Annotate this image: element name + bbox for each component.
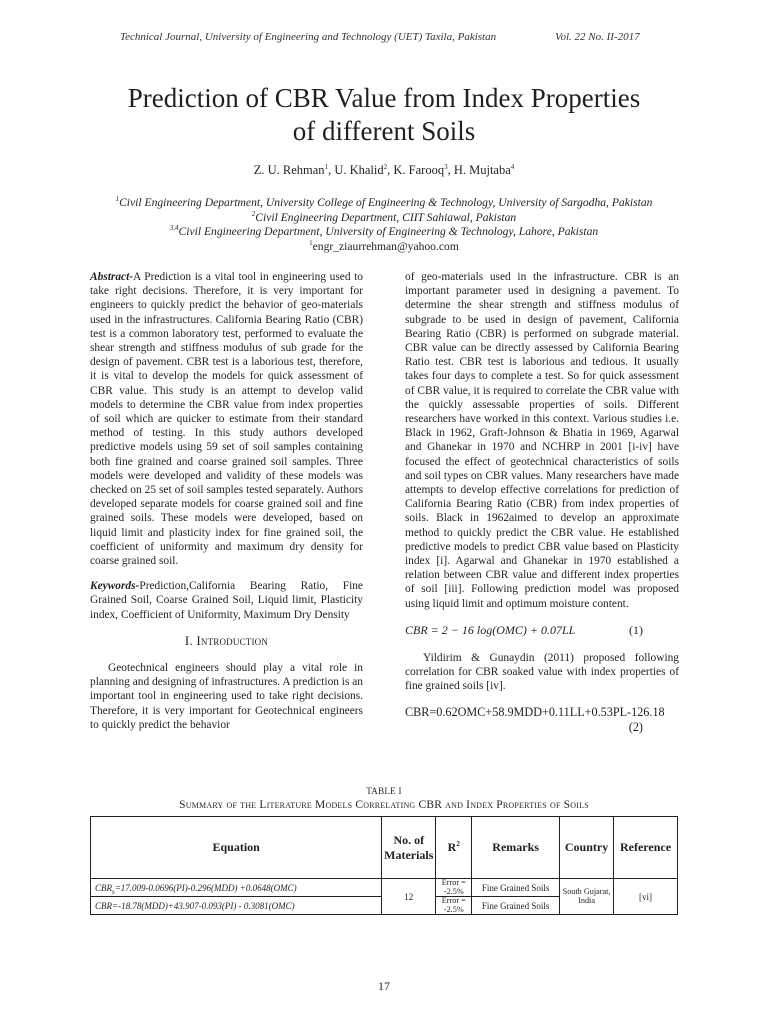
affiliation-1 <box>70 196 698 211</box>
header-r2-sup: 2 <box>456 840 460 848</box>
author-name: U. Khalid <box>334 163 384 177</box>
header-reference: Reference <box>614 817 678 879</box>
eq-prefix: CBR <box>95 882 112 893</box>
affiliation-text: Civil Engineering Department, CIIT Sahiawal, Pakistan <box>255 210 517 224</box>
author-name: Z. U. Rehman <box>253 163 325 177</box>
eq-prefix: CBR <box>95 900 112 911</box>
author-name: H. Mujtaba <box>453 163 511 177</box>
eq-subscript: s <box>112 887 115 896</box>
cell-r2: Error = -2.5% <box>436 897 472 915</box>
cell-materials: 12 <box>382 879 436 915</box>
cell-country: South Gujarat, India <box>560 879 614 915</box>
cell-reference: [vi] <box>614 879 678 915</box>
cell-equation <box>91 879 382 897</box>
intro-paragraph: Geotechnical engineers should play a vital role in planning and designing of infrastructures. A prediction is an important tool in engineering used to take right decisions. Therefore, it is very important for Geotechnical engineers to quickly predict the behavior <box>90 662 364 731</box>
equation-1-number: (1) <box>629 622 643 637</box>
table-label: TABLE I <box>366 786 402 796</box>
right-paragraph-1: of geo-materials used in the infrastructure. CBR is an important parameter used in designing a pavement. To determine the shear strength and stiffness modulus of subgrade to be used in design of pavement, California Bearing Ratio (CBR) is performed on subgrade material. CBR value can be directly assessed by California Bearing Ratio test. CBR test is laborious and tedious. It usually takes four days to complete a test. So for quick assessment of CBR value, it is required to correlate the CBR value with the quickly assessable properties of soils. Different researchers have worked in this context. Various studies i.e. Black in 1962, Graft-Johnson & Bhatia in 1969, Agarwal and Ghanekar in 1970 and NCHRP in 2001 [i-iv] have focused the effect of geotechnical characteristics of soils and soil types on CBR values. Many researchers have made attempts to develop effective correlations for prediction of California Bearing Ratio (CBR) from index properties of soils. Black in 1962aimed to develop an approximate method to quickly predict the CBR value. He established predictive models to predict CBR value based on Plasticity index [i]. Agarwal and Ghanekar in 1970 established a relation between CBR value and different index properties of soil [iii]. Following prediction model was proposed using liquid limit and optimum moisture content. <box>405 271 679 610</box>
header-equation: Equation <box>91 817 382 879</box>
affiliation-2 <box>70 211 698 226</box>
title-line-1: Prediction of CBR Value from Index Properties <box>127 83 641 113</box>
left-column <box>90 270 363 732</box>
table-row <box>91 879 678 897</box>
keywords <box>90 579 363 622</box>
author-sup: 2 <box>383 162 388 171</box>
affiliation-3 <box>70 225 698 240</box>
affiliation-sup: 3,4 <box>169 224 179 233</box>
right-column <box>405 270 679 734</box>
author-sup: 4 <box>510 162 515 171</box>
cell-remarks: Fine Grained Soils <box>472 879 560 897</box>
eq-body: =-18.78(MDD)+43.907-0.093(PI) - 0.3081(OMC) <box>112 900 295 911</box>
abstract-label: Abstract- <box>90 271 134 283</box>
equation-2-number: (2) <box>628 719 643 734</box>
header-country: Country <box>560 817 614 879</box>
running-header <box>120 31 660 47</box>
cell-remarks: Fine Grained Soils <box>472 897 560 915</box>
section-heading-text: I. Introduction <box>184 632 269 648</box>
affiliation-text: Civil Engineering Department, University College of Engineering & Technology, University of Sargodha, Pakistan <box>119 196 653 209</box>
cell-r2: Error = -2.5% <box>436 879 472 897</box>
equation-1 <box>405 623 679 639</box>
paper-title <box>60 82 708 148</box>
equation-2 <box>405 705 679 733</box>
author-sup: 1 <box>324 162 329 171</box>
table-caption: Summary of the Literature Models Correlating CBR and Index Properties of Soils <box>179 799 589 811</box>
author-list: Z. U. Rehman$^1$, U. Khalid$^2$, K. Farooq$^3$, H. Mujtaba$^4$ <box>253 162 515 177</box>
keywords-text: Prediction,California Bearing Ratio, Fine Grained Soil, Coarse Grained Soil, Liquid limit, Plasticity index, Coefficient of Uniformity, Maximum Dry Density <box>90 580 363 621</box>
literature-table <box>90 816 678 915</box>
right-paragraph-2: Yildirim & Gunaydin (2011) proposed following correlation for CBR soaked value with index properties of fine grained soils [iv]. <box>405 651 679 693</box>
eq-body: =17.009-0.0696(PI)-0.296(MDD) +0.0648(OMC) <box>114 882 297 893</box>
header-r2 <box>436 817 472 879</box>
header-r2-text: R <box>447 840 457 854</box>
affiliation-sup: 2 <box>251 209 256 218</box>
affiliations <box>70 196 698 254</box>
header-remarks: Remarks <box>472 817 560 879</box>
keywords-label: Keywords- <box>90 580 140 593</box>
journal-volume: Vol. 22 No. II-2017 <box>555 31 640 43</box>
affiliation-sup: 1 <box>115 195 120 204</box>
table-header-row <box>91 817 678 879</box>
contact-email <box>70 240 698 255</box>
cell-equation <box>91 897 382 915</box>
equation-1-text: CBR = 2 − 16 log(OMC) + 0.07LL <box>405 622 576 637</box>
abstract <box>90 270 363 568</box>
affiliation-text: Civil Engineering Department, University of Engineering & Technology, Lahore, Pakistan <box>178 225 599 238</box>
author-name: K. Farooq <box>393 163 445 177</box>
page-number: 17 <box>378 979 390 993</box>
journal-name: Technical Journal, University of Engineering and Technology (UET) Taxila, Pakistan <box>120 31 497 43</box>
abstract-text: A Prediction is a vital tool in engineering used to take right decisions. Therefore, it is very important for engineers to quickly predict the behavior of geo-materials used in the infrastructures. California Bearing Ratio (CBR) test is a common laboratory test, performed to evaluate the shear strength and stiffness modulus of sub grade for the design of pavement. CBR test is a laborious test, therefore, it is vital to develop the models for quick assessment of CBR value. This study is an attempt to develop valid models to determine the CBR value from index properties of soil which are quicker to estimate from their standard method of testing. In this study authors developed predictive models using 59 set of soil samples containing both fine grained and coarse grained soil samples. Three models were developed and validity of these models was checked on 25 set of soil samples tested separately. Authors developed separate models for coarse grained soil and fine grained soils. These models were developed, based on liquid limit and plasticity index for fine grained soil, the coefficient of uniformity and maximum dry density for coarse grained soil. <box>90 271 363 568</box>
author-sup: 3 <box>444 162 448 171</box>
equation-2-text: CBR=0.62OMC+58.9MDD+0.11LL+0.53PL-126.18 <box>405 705 665 720</box>
header-materials: No. of Materials <box>382 817 436 879</box>
title-line-2: of different Soils <box>292 116 476 146</box>
email-sup: 1 <box>309 238 313 247</box>
section-heading-introduction <box>90 634 363 648</box>
email-text: engr_ziaurrehman@yahoo.com <box>312 239 459 253</box>
